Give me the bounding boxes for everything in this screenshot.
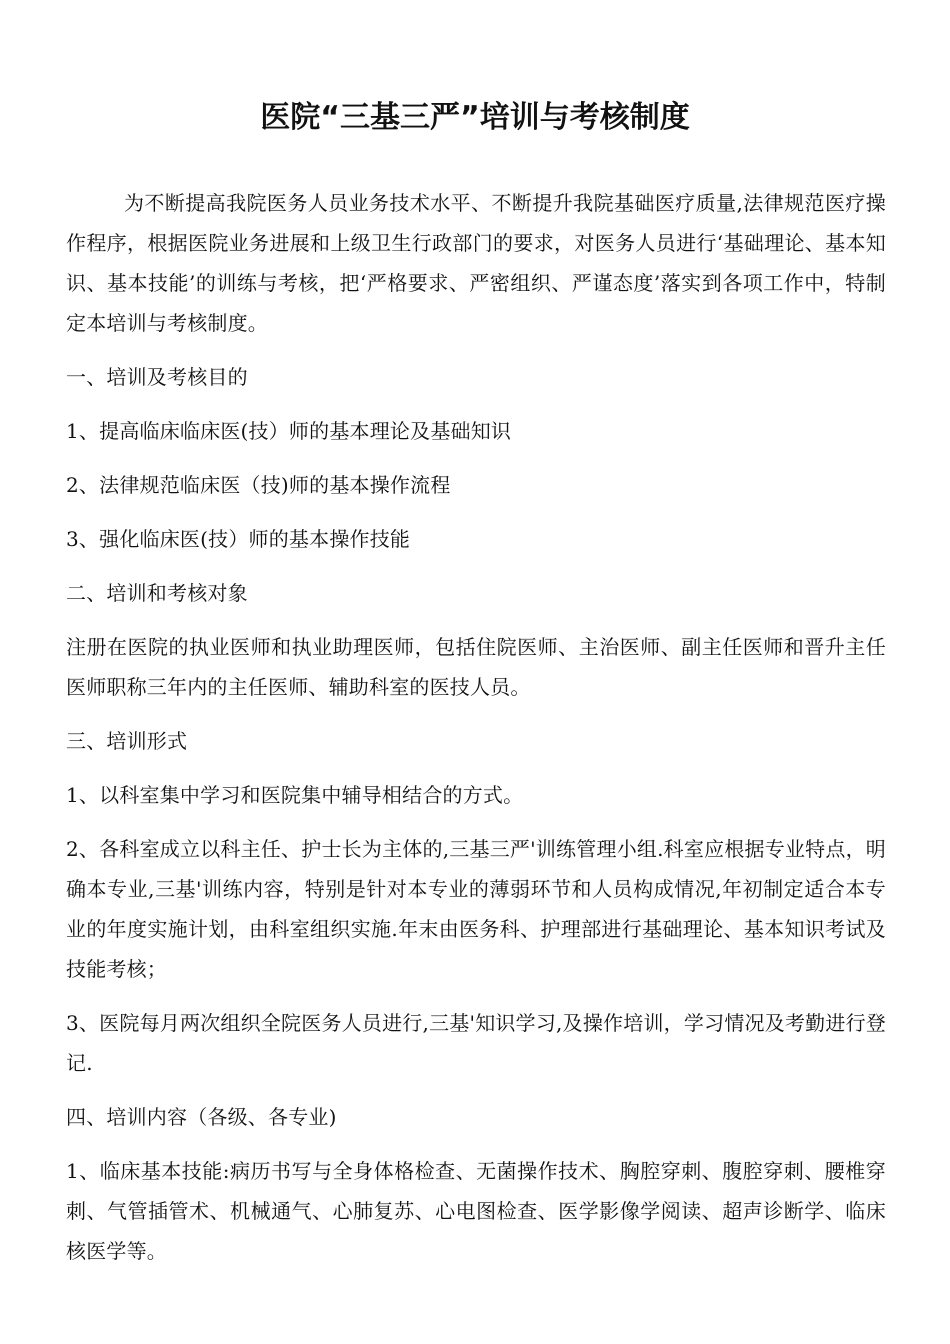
document-body xyxy=(66,183,886,1271)
section-heading: 一、培训及考核目的 xyxy=(66,365,248,389)
document-title: 医院“三基三严”培训与考核制度 xyxy=(260,100,690,135)
section-heading: 三、培训形式 xyxy=(66,729,188,753)
intro-paragraph: 为不断提高我院医务人员业务技术水平、不断提升我院基础医疗质量,法律规范医疗操作程序，根据医院业务进展和上级卫生行政部门的要求，对医务人员进行‘基础理论、基本知识、基本技能’的训练与考核，把‘严格要求、严密组织、严谨态度’落实到各项工作中，特制定本培训与考核制度。 xyxy=(66,191,886,335)
section-heading: 四、培训内容（各级、各专业) xyxy=(66,1105,337,1129)
list-item: 1、提高临床临床医(技）师的基本理论及基础知识 xyxy=(66,419,512,443)
list-item: 1、以科室集中学习和医院集中辅导相结合的方式。 xyxy=(66,783,524,807)
list-item: 2、各科室成立以科主任、护士长为主体的,三基三严'训练管理小组.科室应根据专业特点，明确本专业,三基'训练内容，特别是针对本专业的薄弱环节和人员构成情况,年初制定适合本专业的年度实施计划，由科室组织实施.年末由医务科、护理部进行基础理论、基本知识考试及技能考核； xyxy=(66,837,886,981)
body-paragraph: 注册在医院的执业医师和执业助理医师，包括住院医师、主治医师、副主任医师和晋升主任医师职称三年内的主任医师、辅助科室的医技人员。 xyxy=(66,635,886,699)
list-item: 1、临床基本技能:病历书写与全身体格检查、无菌操作技术、胸腔穿刺、腹腔穿刺、腰椎穿刺、气管插管术、机械通气、心肺复苏、心电图检查、医学影像学阅读、超声诊断学、临床核医学等。 xyxy=(66,1159,886,1263)
list-item: 3、医院每月两次组织全院医务人员进行,三基'知识学习,及操作培训，学习情况及考勤进行登记. xyxy=(66,1011,886,1075)
section-heading: 二、培训和考核对象 xyxy=(66,581,248,605)
list-item: 3、强化临床医(技）师的基本操作技能 xyxy=(66,527,411,551)
list-item: 2、法律规范临床医（技)师的基本操作流程 xyxy=(66,473,451,497)
